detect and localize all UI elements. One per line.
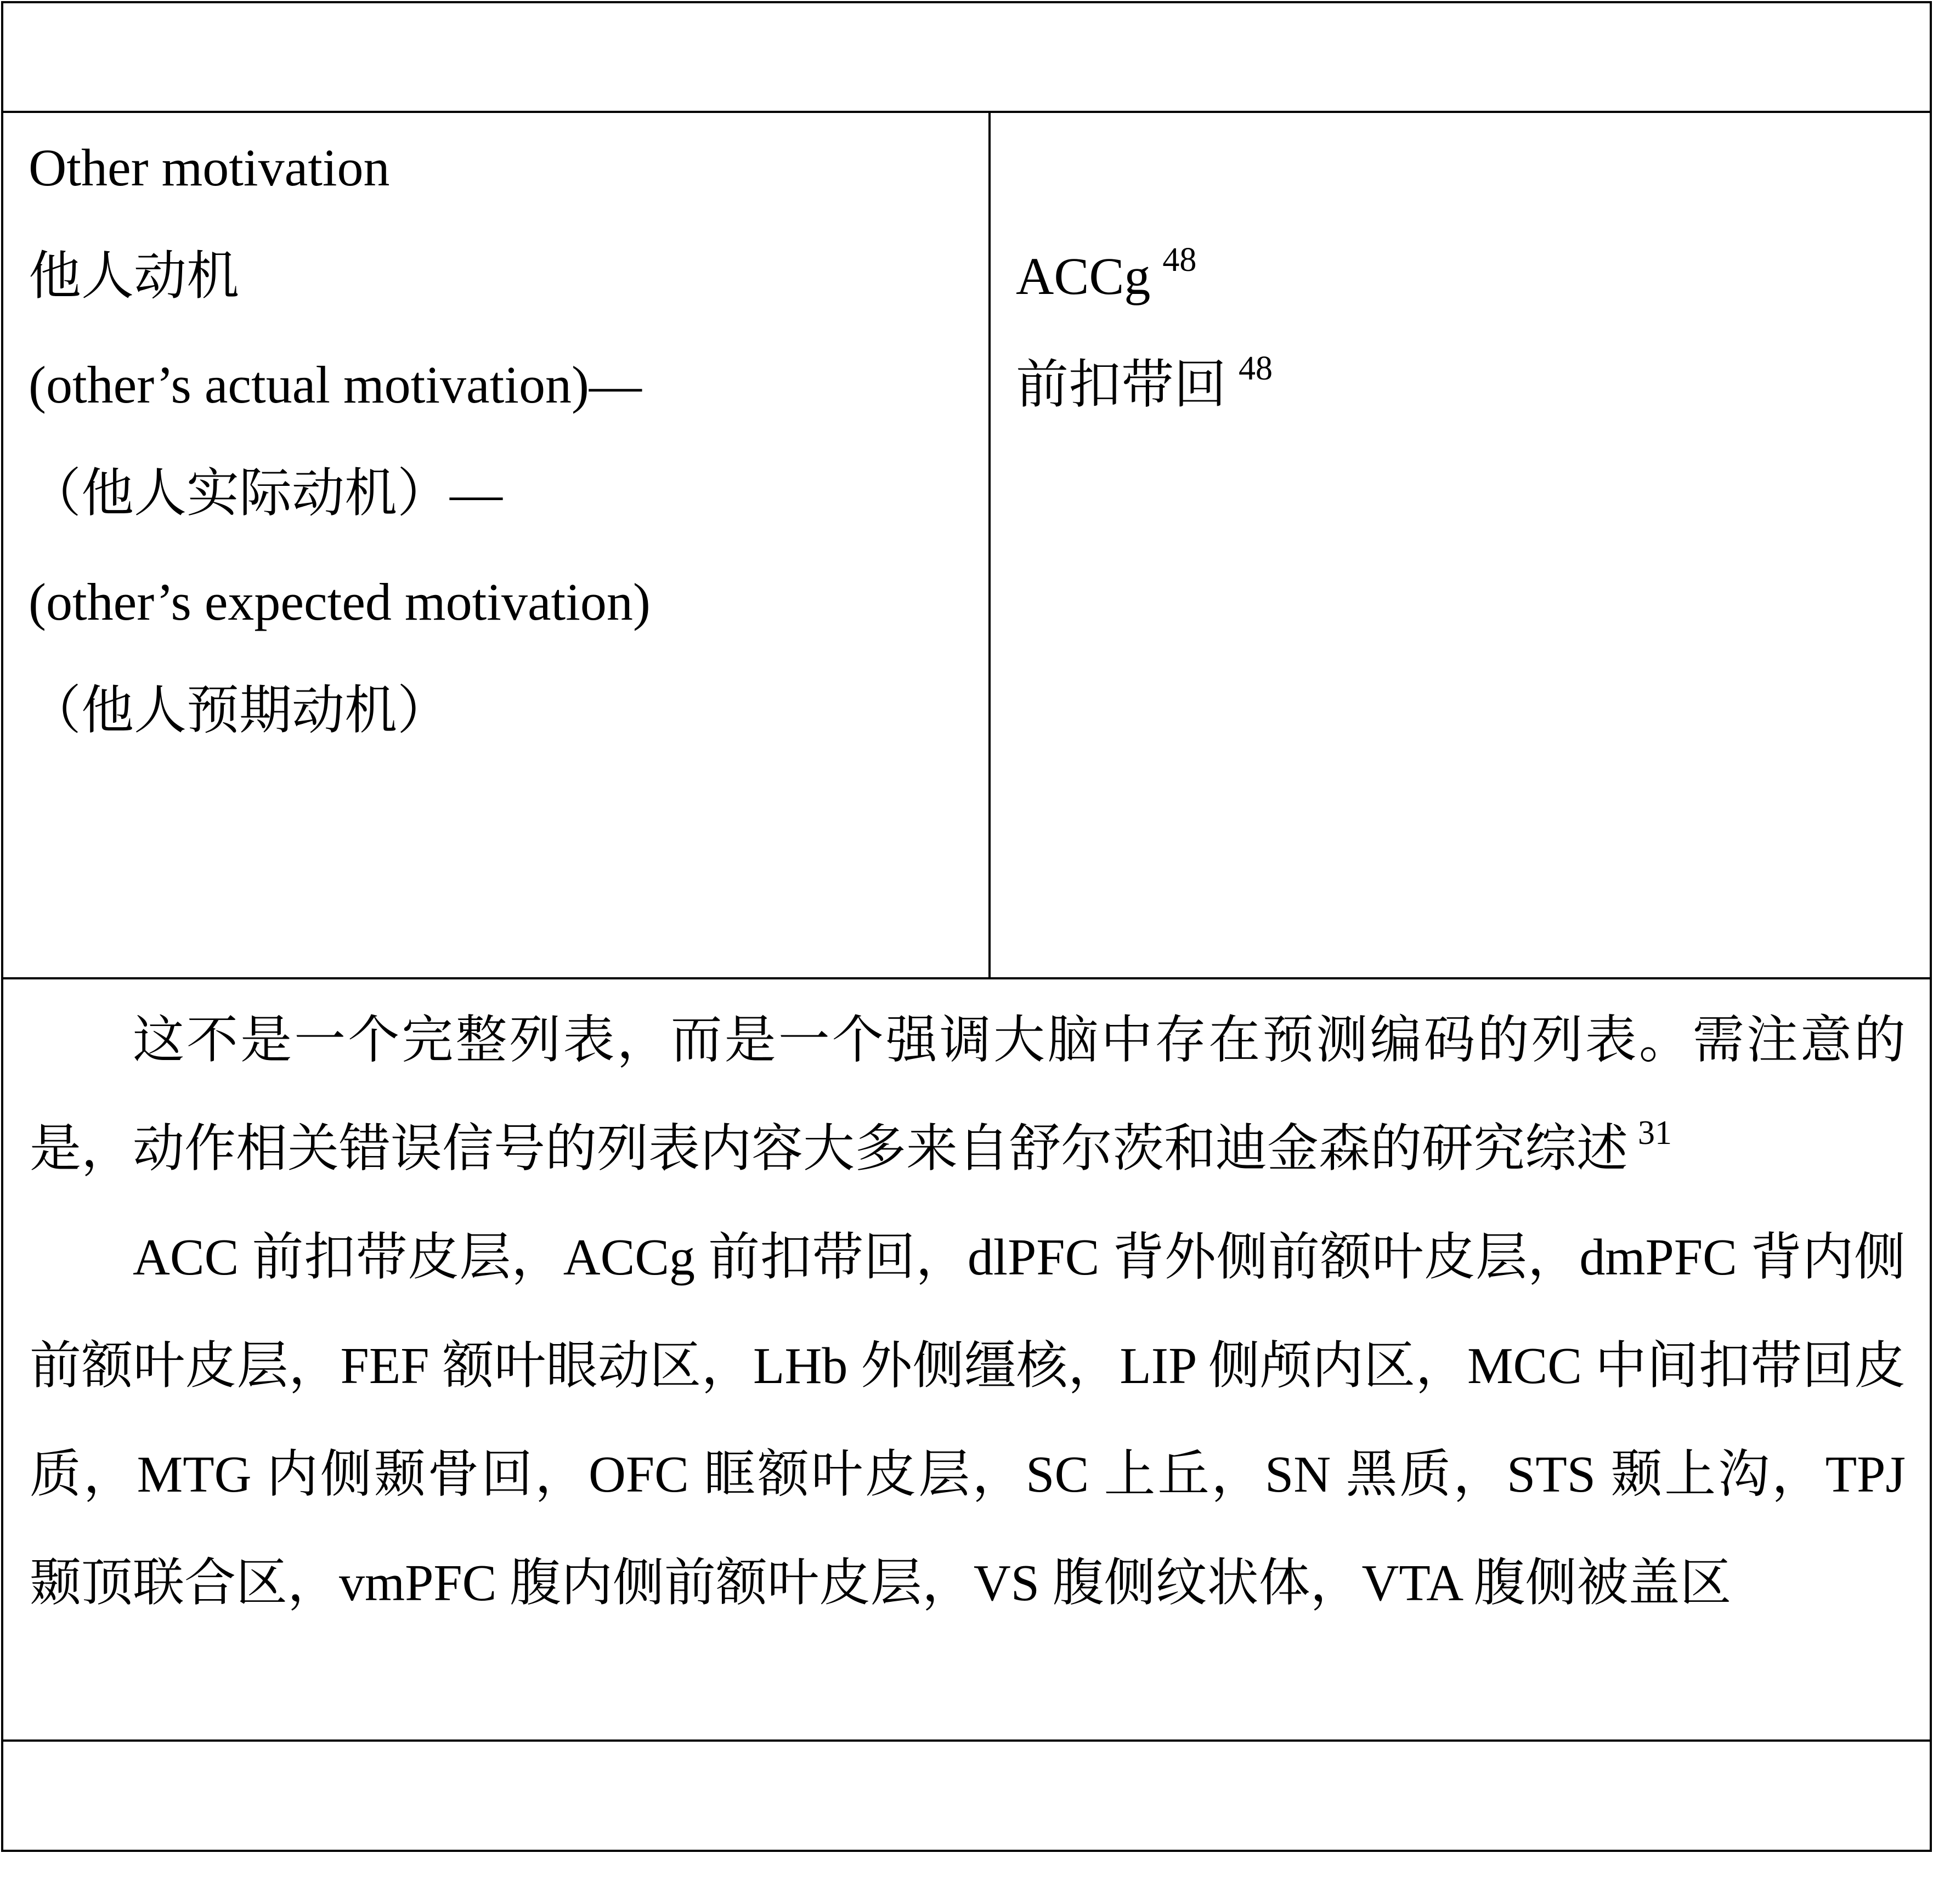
table-footer-row xyxy=(3,1742,1930,1850)
citation-sup: 31 xyxy=(1638,1114,1672,1152)
cell-line-6: （他人预期动机） xyxy=(29,681,450,740)
cell-line-4: （他人实际动机）— xyxy=(29,464,502,523)
table-header-row xyxy=(3,3,1930,113)
cell-line-5: (other’s expected motivation) xyxy=(29,573,651,631)
note-paragraph-2: ACC 前扣带皮层，ACCg 前扣带回，dlPFC 背外侧前额叶皮层，dmPFC 背内侧前额叶皮层，FEF 额叶眼动区，LHb 外侧缰核，LIP 侧颅内区，MCC 中间扣带回皮质，MTG 内侧颞骨回，OFC 眶额叶皮层，SC 上丘，SN 黑质，STS 颞上沟，TPJ 颞顶联合区，vmPFC 腹内侧前额叶皮层，VS 腹侧纹状体，VTA 腹侧被盖区 xyxy=(30,1229,1906,1612)
table-row xyxy=(3,113,1930,979)
citation-sup: 48 xyxy=(1239,350,1273,387)
cell-line-2: 他人动机 xyxy=(29,247,239,305)
region-line-2 xyxy=(1016,352,1273,424)
region-abbr: ACCg xyxy=(1016,247,1151,305)
brain-region-cell xyxy=(991,113,1930,977)
cell-line-3: (other’s actual motivation)— xyxy=(29,355,642,414)
note-paragraph-1 xyxy=(30,986,1906,1209)
region-name: 前扣带回 xyxy=(1016,355,1226,414)
table-note-row xyxy=(3,979,1930,1742)
citation-sup: 48 xyxy=(1162,241,1197,279)
note-text-1: 这不是一个完整列表，而是一个强调大脑中存在预测编码的列表。需注意的是，动作相关错误信号的列表内容大多来自舒尔茨和迪金森的研究综述 xyxy=(30,1012,1906,1177)
table xyxy=(1,1,1932,1852)
cell-line-1: Other motivation xyxy=(29,138,390,197)
region-line-1 xyxy=(1016,243,1196,316)
motivation-cell xyxy=(3,113,991,977)
